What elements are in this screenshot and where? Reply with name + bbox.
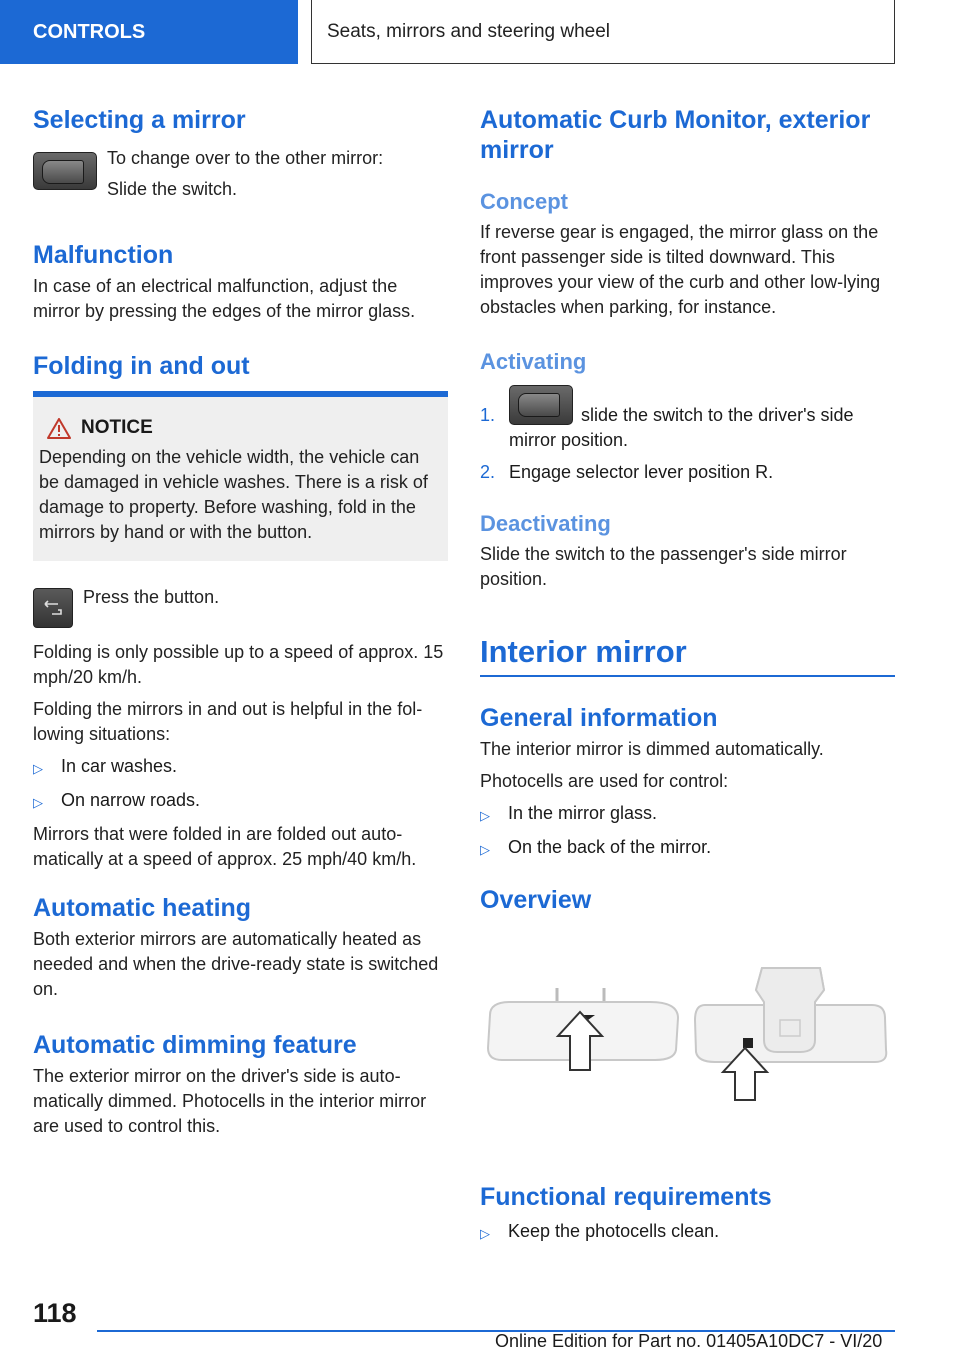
heading-deactivating: Deactivating xyxy=(480,511,611,536)
dimming-text: The exterior mirror on the driver's side is automatically dimmed. Photocells in the interior mirror are used to control this. xyxy=(33,1066,427,1136)
fold-button-image xyxy=(33,588,73,628)
heading-activating: Activating xyxy=(480,349,587,374)
heading-malfunction: Malfunction xyxy=(33,241,174,269)
edition-text: Online Edition for Part no. 01405A10DC7 - VI/20 xyxy=(495,1331,883,1351)
general-text-2: Photocells are used for control: xyxy=(480,771,729,791)
selecting-line-2: Slide the switch. xyxy=(107,179,238,199)
heading-heating: Automatic heating xyxy=(33,894,252,922)
heading-interior-mirror: Interior mirror xyxy=(480,634,687,669)
list-item: ▷ In the mirror glass. xyxy=(480,801,895,828)
step-item: 2. Engage selector lever position R. xyxy=(480,462,774,482)
heading-selecting-mirror: Selecting a mirror xyxy=(33,106,246,134)
folding-helpful-text: Folding the mirrors in and out is helpful in the following situations: xyxy=(33,699,423,744)
deactivating-text: Slide the switch to the passenger's side mirror position. xyxy=(480,544,847,589)
triangle-bullet-icon: ▷ xyxy=(33,795,43,810)
warning-icon xyxy=(47,418,71,439)
concept-text: If reverse gear is engaged, the mirror glass on the front passenger side is tilted downward. This improves your view of the curb and other low-lying obstacles when parking, for instance. xyxy=(480,222,881,317)
folded-out-text: Mirrors that were folded in are folded out automatically at a speed of approx. 25 mph/40 km/h. xyxy=(33,824,417,869)
step-item: 1. slide the switch to the driver's side mirror position. xyxy=(480,405,854,450)
heating-text: Both exterior mirrors are automatically heated as needed and when the drive-ready state is switched on. xyxy=(33,929,439,999)
list-item: ▷ Keep the photocells clean. xyxy=(480,1219,895,1246)
heading-functional-requirements: Functional requirements xyxy=(480,1183,772,1211)
press-button-text: Press the button. xyxy=(83,587,220,607)
triangle-bullet-icon: ▷ xyxy=(480,1226,490,1241)
heading-concept: Concept xyxy=(480,189,568,214)
folding-speed-text: Folding is only possible up to a speed of approx. 15 mph/20 km/h. xyxy=(33,642,444,687)
general-text-1: The interior mirror is dimmed automatically. xyxy=(480,739,824,759)
heading-general-information: General information xyxy=(480,704,718,732)
mirror-switch-image xyxy=(33,152,97,190)
list-item: ▷ In car washes. xyxy=(33,754,448,781)
heading-dimming: Automatic dimming feature xyxy=(33,1031,357,1059)
triangle-bullet-icon: ▷ xyxy=(33,761,43,776)
header-section: CONTROLS xyxy=(0,0,298,64)
malfunction-text: In case of an electrical malfunction, adjust the mirror by pressing the edges of the mirror glass. xyxy=(33,276,416,321)
section-divider xyxy=(480,675,895,677)
selecting-line-1: To change over to the other mirror: xyxy=(107,148,384,168)
heading-curb-monitor: Automatic Curb Monitor, exterior mirror xyxy=(480,106,871,164)
fold-mirror-icon xyxy=(42,600,64,616)
page-number: 118 xyxy=(33,1298,77,1328)
triangle-bullet-icon: ▷ xyxy=(480,808,490,823)
triangle-bullet-icon: ▷ xyxy=(480,842,490,857)
interior-mirror-illustration xyxy=(480,960,895,1110)
list-item: ▷ On the back of the mirror. xyxy=(480,835,895,862)
notice-box xyxy=(33,391,448,561)
list-item: ▷ On narrow roads. xyxy=(33,788,448,815)
notice-text: Depending on the vehicle width, the vehicle can be damaged in vehicle washes. There is a risk of damage to property. Before washing, fold in the mirrors by hand or with the button. xyxy=(39,447,428,542)
notice-title: NOTICE xyxy=(81,417,153,438)
header-chapter: Seats, mirrors and steering wheel xyxy=(311,0,895,64)
heading-overview: Overview xyxy=(480,886,592,914)
heading-folding: Folding in and out xyxy=(33,352,250,380)
